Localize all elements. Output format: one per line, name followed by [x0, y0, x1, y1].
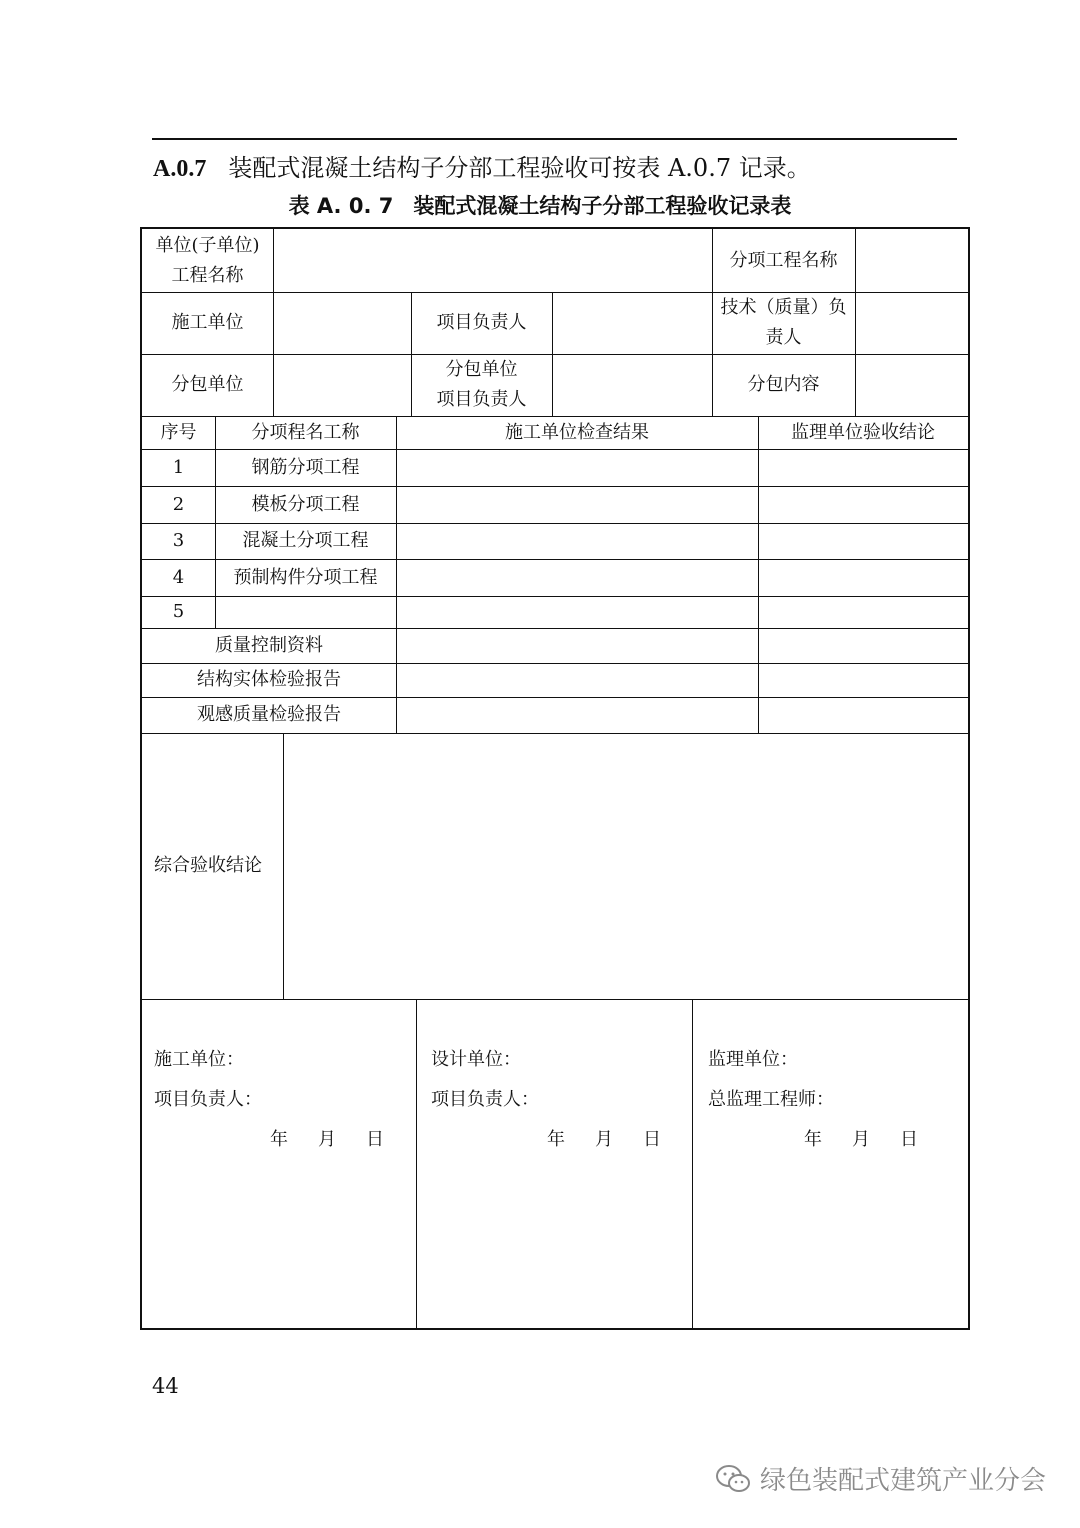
watermark: [714, 1460, 1046, 1497]
header-rule: [152, 138, 957, 140]
page-number: 44: [152, 1374, 179, 1398]
project-manager-label: 项目负责人: [436, 312, 527, 333]
item-number: 4: [172, 566, 185, 588]
column-header-no: 序号: [160, 421, 197, 443]
section-number: A.0.7: [153, 156, 207, 182]
item-name: 钢筋分项工程: [251, 456, 360, 478]
column-header-construction-result: 施工单位检查结果: [505, 421, 649, 443]
item-name: 模板分项工程: [251, 493, 360, 515]
table-number: 表 A. 0. 7: [288, 194, 394, 218]
subcontractor-manager-label: 分包单位 项目负责人: [436, 359, 527, 410]
item-name: 预制构件分项工程: [233, 566, 378, 588]
column-header-supervision-conclusion: 监理单位验收结论: [791, 421, 935, 443]
construction-unit-label: 施工单位: [171, 312, 244, 333]
section-text: 装配式混凝土结构子分部工程验收可按表 A.0.7 记录。: [228, 154, 811, 182]
wechat-icon: [714, 1464, 752, 1494]
signature-block-construction: 施工单位： 项目负责人： 年 月 日: [154, 1049, 384, 1150]
watermark-text: 绿色装配式建筑产业分会: [759, 1466, 1046, 1496]
acceptance-record-table: [140, 227, 970, 1330]
overall-conclusion-label: 综合验收结论: [154, 855, 262, 876]
structure-test-report-label: 结构实体检验报告: [197, 669, 341, 690]
technical-lead-label: 技术（质量）负 责人: [720, 297, 847, 348]
item-name: 混凝土分项工程: [242, 530, 369, 551]
appearance-test-report-label: 观感质量检验报告: [197, 704, 341, 725]
item-number: 3: [172, 530, 185, 551]
signature-block-supervision: 监理单位： 总监理工程师： 年 月 日: [708, 1049, 918, 1150]
table-caption: [0, 190, 1080, 220]
signature-block-design: 设计单位： 项目负责人： 年 月 日: [431, 1049, 661, 1150]
table-title: 装配式混凝土结构子分部工程验收记录表: [413, 194, 792, 218]
column-header-name: 分项程名工称: [251, 421, 360, 443]
sub-item-project-name-label: 分项工程名称: [729, 249, 838, 271]
item-number: 1: [172, 456, 185, 478]
section-heading: [153, 148, 811, 183]
quality-control-docs-label: 质量控制资料: [215, 634, 323, 656]
subcontractor-label: 分包单位: [171, 374, 244, 395]
item-number: 5: [172, 601, 185, 622]
subcontract-content-label: 分包内容: [747, 374, 820, 395]
unit-project-name-label: 单位(子单位) 工程名称: [155, 234, 260, 286]
item-name: [215, 596, 396, 628]
item-number: 2: [172, 493, 185, 515]
